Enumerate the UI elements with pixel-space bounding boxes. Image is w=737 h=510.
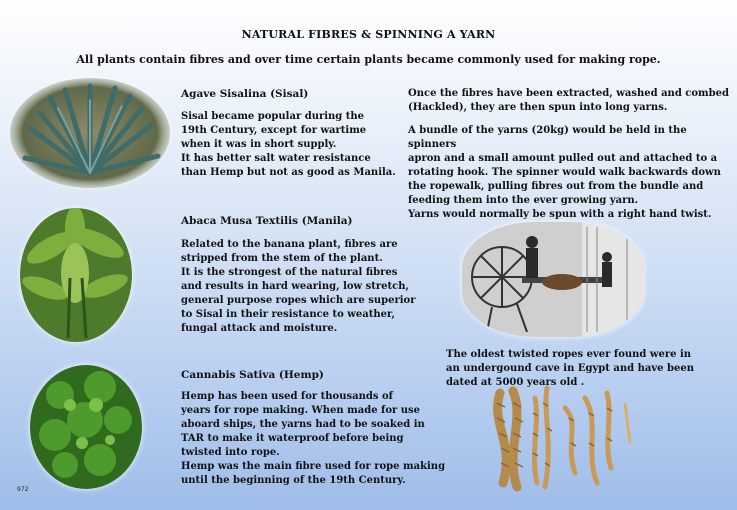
manila-description: Related to the banana plant, fibres are stripped from the stem of the plant. It is the strongest of the natural fibres and results in hard wearing, low stretch, general purpose ropes which are superior to Sisal in their resistance to weather, fungal attack and moisture. <box>181 239 416 334</box>
page-number: 972 <box>17 486 29 493</box>
hemp-plant-image <box>30 365 142 490</box>
hemp-description: Hemp has been used for thousands of years for rope making. When made for use aboard ships, the yarns had to be soaked in TAR to make it waterproof before being twisted into rope. Hemp was the main fibre used for rope making until the beginning of the 19th Century. <box>181 391 446 486</box>
yarn-process-text: Once the fibres have been extracted, washed and combed (Hackled), they are then spun into long yarns. <box>408 88 729 113</box>
spinning-machine-photo <box>462 222 644 337</box>
spinning-description: A bundle of the yarns (20kg) would be held in the spinners apron and a small amount pulled out and attached to a rotating hook. The spinner would walk backwards down the ropewalk, pulling fibres out from the bundle and feeding them into the ever growing yarn. Yarns would normally be spun with a right hand twist. <box>408 125 721 220</box>
rope-samples-photo <box>485 383 645 493</box>
manila-heading: Abaca Musa Textilis (Manila) <box>181 215 353 227</box>
page-title: NATURAL FIBRES & SPINNING A YARN <box>241 28 496 41</box>
intro-text: All plants contain fibres and over time certain plants became commonly used for making rope. <box>76 53 661 66</box>
manila-plant-image <box>20 208 132 343</box>
sisal-description: Sisal became popular during the 19th Century, except for wartime when it was in short supply. It has better salt water resistance than Hemp but not as good as Manila. <box>181 111 396 178</box>
oldest-ropes-text: The oldest twisted ropes ever found were in an undergound cave in Egypt and have been dated at 5000 years old . <box>446 349 694 388</box>
sisal-plant-image <box>10 78 170 188</box>
hemp-heading: Cannabis Sativa (Hemp) <box>181 369 324 381</box>
sisal-heading: Agave Sisalina (Sisal) <box>181 88 309 100</box>
